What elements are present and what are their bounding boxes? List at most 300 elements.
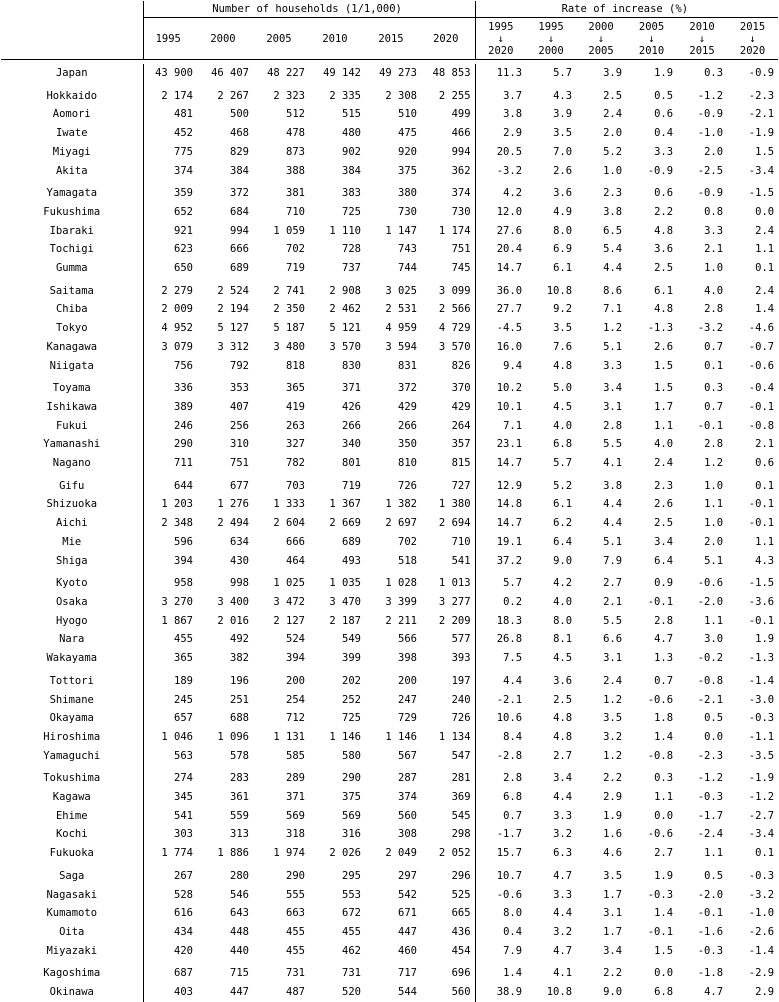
increase-rate-cell: 3.4 (654, 535, 674, 548)
household-count-cell: 2 694 (421, 514, 475, 533)
increase-rate-cell: -3.5 (748, 749, 775, 762)
household-count-cell: 295 (342, 869, 361, 882)
household-count-cell: 560 (421, 983, 475, 1002)
increase-rate-cell: 1.1 (704, 614, 724, 627)
household-count-cell: 371 (286, 791, 305, 804)
increase-rate-cell: 0.0 (704, 730, 724, 743)
increase-rate-cell: 5.2 (603, 145, 623, 158)
household-count-cell: 559 (230, 809, 249, 822)
household-count-cell: 440 (230, 944, 249, 957)
increase-rate-cell: 1.5 (654, 359, 674, 372)
household-count-cell: 2 323 (273, 89, 305, 102)
increase-rate-cell: 18.3 (496, 614, 523, 627)
household-count-cell: 1 974 (273, 847, 305, 860)
household-count-cell: 634 (230, 535, 249, 548)
increase-rate-cell: 2.5 (603, 89, 623, 102)
increase-rate-cell: 2.0 (603, 127, 623, 140)
increase-rate-cell: -0.6 (647, 828, 674, 841)
increase-rate-cell: 10.6 (496, 712, 523, 725)
prefecture-name: Okinawa (1, 983, 143, 1002)
increase-rate-cell: 1.1 (654, 791, 674, 804)
household-count-cell: 1 028 (385, 577, 417, 590)
household-count-cell: 3 570 (329, 340, 361, 353)
increase-rate-cell: 4.7 (553, 869, 573, 882)
household-count-cell: 196 (230, 674, 249, 687)
increase-rate-cell: 4.1 (603, 457, 623, 470)
prefecture-name: Toyama (1, 375, 143, 398)
prefecture-name: Gumma (1, 259, 143, 278)
household-count-cell: 994 (230, 224, 249, 237)
household-count-cell: 374 (421, 180, 475, 203)
table-row (1, 203, 778, 222)
year-header: 2000 (197, 18, 253, 60)
increase-rate-cell: 3.0 (704, 633, 724, 646)
household-count-cell: 318 (286, 828, 305, 841)
household-count-cell: 310 (230, 438, 249, 451)
household-count-cell: 652 (174, 205, 193, 218)
household-count-cell: 374 (398, 791, 417, 804)
table-row (1, 240, 778, 259)
household-count-cell: 1 096 (217, 730, 249, 743)
household-count-cell: 831 (398, 359, 417, 372)
increase-rate-cell: 4.6 (603, 847, 623, 860)
increase-rate-cell: 2.3 (654, 479, 674, 492)
increase-rate-cell: 1.9 (654, 67, 674, 79)
table-row (1, 417, 778, 436)
increase-rate-cell: 3.8 (603, 479, 623, 492)
increase-rate-cell: -1.2 (697, 89, 724, 102)
increase-rate-cell: 3.2 (553, 925, 573, 938)
increase-rate-cell: 4.8 (553, 730, 573, 743)
household-count-cell: 1 382 (385, 498, 417, 511)
household-count-cell: 623 (174, 243, 193, 256)
increase-rate-cell: -0.1 (748, 614, 775, 627)
household-count-cell: 727 (421, 473, 475, 496)
increase-rate-cell: 3.3 (654, 145, 674, 158)
increase-rate-cell: 3.2 (603, 730, 623, 743)
household-count-cell: 1 046 (161, 730, 193, 743)
household-count-cell: 289 (286, 772, 305, 785)
increase-rate-cell: 1.2 (603, 693, 623, 706)
increase-rate-cell: -1.3 (748, 652, 775, 665)
household-count-cell: 566 (398, 633, 417, 646)
household-count-cell: 677 (230, 479, 249, 492)
increase-rate-cell: 8.4 (503, 730, 523, 743)
household-count-cell: 388 (286, 164, 305, 177)
increase-rate-cell: 2.7 (553, 749, 573, 762)
household-count-cell: 336 (174, 382, 193, 395)
household-count-cell: 726 (421, 709, 475, 728)
household-count-cell: 512 (286, 108, 305, 121)
household-count-cell: 256 (230, 419, 249, 432)
increase-rate-cell: 1.1 (755, 243, 775, 256)
increase-rate-cell: -1.7 (697, 809, 724, 822)
increase-rate-cell: 37.2 (496, 554, 523, 567)
increase-rate-cell: -0.6 (748, 359, 775, 372)
prefecture-name: Kumamoto (1, 904, 143, 923)
increase-rate-cell: 10.8 (546, 284, 573, 297)
household-count-cell: 2 174 (161, 89, 193, 102)
increase-rate-cell: 2.4 (603, 674, 623, 687)
household-count-cell: 3 312 (217, 340, 249, 353)
increase-rate-cell: 2.1 (755, 438, 775, 451)
table-row (1, 942, 778, 961)
household-count-cell: 1 035 (329, 577, 361, 590)
household-count-cell: 468 (230, 127, 249, 140)
increase-rate-cell: 0.9 (654, 577, 674, 590)
rate-period-to: 2015 (689, 44, 715, 57)
increase-rate-cell: 2.4 (603, 108, 623, 121)
household-count-cell: 688 (230, 712, 249, 725)
household-count-cell: 398 (398, 652, 417, 665)
household-count-cell: 2 209 (421, 612, 475, 631)
household-count-cell: 1 203 (161, 498, 193, 511)
increase-rate-cell: 3.6 (553, 187, 573, 200)
household-count-cell: 43 900 (155, 67, 193, 79)
increase-rate-cell: 4.5 (553, 652, 573, 665)
household-count-cell: 399 (342, 652, 361, 665)
increase-rate-cell: -2.0 (697, 595, 724, 608)
table-row (1, 495, 778, 514)
household-count-cell: 616 (174, 907, 193, 920)
household-count-cell: 665 (421, 904, 475, 923)
household-count-cell: 528 (174, 888, 193, 901)
prefecture-name: Kagawa (1, 788, 143, 807)
increase-rate-cell: 0.1 (755, 847, 775, 860)
increase-rate-cell: 4.7 (704, 986, 724, 999)
increase-rate-cell: 4.0 (553, 419, 573, 432)
household-count-cell: 657 (174, 712, 193, 725)
increase-rate-cell: 1.1 (704, 498, 724, 511)
increase-rate-cell: 19.1 (496, 535, 523, 548)
household-count-cell: 452 (174, 127, 193, 140)
increase-rate-cell: 3.5 (603, 869, 623, 882)
table-row (1, 691, 778, 710)
household-count-cell: 782 (286, 457, 305, 470)
household-count-cell: 487 (286, 986, 305, 999)
household-count-cell: 480 (342, 127, 361, 140)
household-count-cell: 801 (342, 457, 361, 470)
households-group-title: Number of households (1/1,000) (143, 1, 475, 18)
household-count-cell: 296 (421, 863, 475, 886)
prefecture-name: Japan (1, 64, 143, 83)
household-count-cell: 715 (230, 967, 249, 980)
arrow-down-icon: ↓ (749, 32, 756, 45)
household-count-cell: 297 (398, 869, 417, 882)
household-count-cell: 447 (230, 986, 249, 999)
increase-rate-cell: -0.3 (748, 712, 775, 725)
household-count-cell: 544 (398, 986, 417, 999)
household-count-cell: 2 566 (421, 300, 475, 319)
rate-period-header (677, 18, 727, 60)
household-count-cell: 696 (421, 960, 475, 983)
household-count-cell: 247 (398, 693, 417, 706)
increase-rate-cell: 2.8 (503, 772, 523, 785)
increase-rate-cell: 4.4 (603, 262, 623, 275)
increase-rate-cell: 1.8 (654, 712, 674, 725)
household-count-cell: 958 (174, 577, 193, 590)
increase-rate-cell: 4.1 (553, 967, 573, 980)
household-count-cell: 492 (230, 633, 249, 646)
increase-rate-cell: 27.6 (496, 224, 523, 237)
household-count-cell: 372 (398, 382, 417, 395)
increase-rate-cell: 14.7 (496, 517, 523, 530)
household-count-cell: 251 (230, 693, 249, 706)
household-count-cell: 429 (421, 398, 475, 417)
prefecture-name: Kyoto (1, 570, 143, 593)
prefecture-name: Akita (1, 162, 143, 181)
increase-rate-cell: 1.5 (654, 382, 674, 395)
increase-rate-cell: 2.5 (654, 262, 674, 275)
increase-rate-cell: 0.4 (654, 127, 674, 140)
household-count-cell: 287 (398, 772, 417, 785)
prefecture-name: Kochi (1, 825, 143, 844)
increase-rate-cell: 6.8 (553, 438, 573, 451)
increase-rate-cell: -0.9 (647, 164, 674, 177)
household-count-cell: 197 (421, 668, 475, 691)
increase-rate-cell: -3.4 (748, 164, 775, 177)
household-count-cell: 240 (421, 691, 475, 710)
prefecture-name: Oita (1, 923, 143, 942)
household-count-cell: 719 (342, 479, 361, 492)
household-count-cell: 725 (342, 205, 361, 218)
table-row (1, 886, 778, 905)
increase-rate-cell: 4.4 (553, 907, 573, 920)
household-count-cell: 737 (342, 262, 361, 275)
increase-rate-cell: 12.0 (496, 205, 523, 218)
table-row (1, 319, 778, 338)
household-count-cell: 381 (286, 187, 305, 200)
prefecture-name: Ishikawa (1, 398, 143, 417)
household-count-cell: 541 (421, 552, 475, 571)
rate-period-header (526, 18, 576, 60)
household-count-cell: 200 (398, 674, 417, 687)
household-count-cell: 547 (421, 747, 475, 766)
household-count-cell: 710 (421, 533, 475, 552)
household-count-cell: 393 (421, 649, 475, 668)
increase-rate-cell: 4.5 (553, 400, 573, 413)
increase-rate-cell: 1.7 (654, 400, 674, 413)
increase-rate-cell: -3.2 (748, 888, 775, 901)
increase-rate-cell: 0.3 (704, 382, 724, 395)
increase-rate-cell: 1.7 (603, 925, 623, 938)
household-count-cell: 2 187 (329, 614, 361, 627)
table-row (1, 983, 778, 1002)
rate-period-to: 2010 (638, 44, 665, 57)
increase-rate-cell: 2.4 (755, 224, 775, 237)
increase-rate-cell: 8.0 (503, 907, 523, 920)
increase-rate-cell: -0.3 (697, 791, 724, 804)
household-count-cell: 274 (174, 772, 193, 785)
increase-rate-cell: -0.6 (647, 693, 674, 706)
prefecture-name: Tokyo (1, 319, 143, 338)
household-count-cell: 2 016 (217, 614, 249, 627)
increase-rate-cell: 3.5 (603, 712, 623, 725)
table-row (1, 904, 778, 923)
increase-rate-cell: 1.2 (603, 749, 623, 762)
increase-rate-cell: -2.9 (748, 967, 775, 980)
increase-rate-cell: 8.0 (553, 224, 573, 237)
increase-rate-cell: 0.3 (704, 67, 724, 79)
prefecture-name: Mie (1, 533, 143, 552)
increase-rate-cell: 2.9 (603, 791, 623, 804)
household-count-cell: 375 (342, 791, 361, 804)
household-count-cell: 585 (286, 749, 305, 762)
table-row (1, 514, 778, 533)
increase-rate-cell: 0.7 (654, 674, 674, 687)
table-row (1, 728, 778, 747)
household-count-cell: 702 (398, 535, 417, 548)
prefecture-name: Iwate (1, 124, 143, 143)
increase-rate-cell: -4.5 (496, 322, 523, 335)
household-count-cell: 2 127 (273, 614, 305, 627)
household-count-cell: 384 (230, 164, 249, 177)
rate-group-title: Rate of increase (%) (475, 1, 778, 18)
increase-rate-cell: 4.8 (553, 359, 573, 372)
increase-rate-cell: 3.4 (553, 772, 573, 785)
prefecture-name: Fukuoka (1, 844, 143, 863)
prefecture-name: Hyogo (1, 612, 143, 631)
increase-rate-cell: 2.0 (704, 145, 724, 158)
household-count-cell: 4 952 (161, 322, 193, 335)
household-count-cell: 644 (174, 479, 193, 492)
increase-rate-cell: 8.6 (603, 284, 623, 297)
household-count-cell: 2 267 (217, 89, 249, 102)
increase-rate-cell: 6.2 (553, 517, 573, 530)
increase-rate-cell: 4.4 (553, 791, 573, 804)
increase-rate-cell: -1.8 (697, 967, 724, 980)
increase-rate-cell: 14.8 (496, 498, 523, 511)
increase-rate-cell: 3.6 (654, 243, 674, 256)
household-count-cell: 380 (398, 187, 417, 200)
household-count-cell: 2 531 (385, 303, 417, 316)
increase-rate-cell: 2.2 (654, 205, 674, 218)
table-header (1, 1, 778, 60)
increase-rate-cell: 1.6 (603, 828, 623, 841)
household-count-cell: 546 (230, 888, 249, 901)
increase-rate-cell: 3.3 (603, 359, 623, 372)
household-count-cell: 3 025 (385, 284, 417, 297)
household-count-cell: 555 (286, 888, 305, 901)
increase-rate-cell: 15.7 (496, 847, 523, 860)
increase-rate-cell: 2.1 (603, 595, 623, 608)
household-count-cell: 189 (174, 674, 193, 687)
increase-rate-cell: -0.1 (748, 400, 775, 413)
increase-rate-cell: 3.4 (603, 382, 623, 395)
increase-rate-cell: -0.1 (647, 925, 674, 938)
increase-rate-cell: -0.1 (647, 595, 674, 608)
household-count-cell: 729 (398, 712, 417, 725)
table-row (1, 552, 778, 571)
increase-rate-cell: -0.8 (748, 419, 775, 432)
arrow-down-icon: ↓ (648, 32, 655, 45)
table-row (1, 807, 778, 826)
increase-rate-cell: 0.3 (654, 772, 674, 785)
increase-rate-cell: 2.6 (654, 340, 674, 353)
household-count-cell: 719 (286, 262, 305, 275)
household-count-cell: 345 (174, 791, 193, 804)
household-count-cell: 361 (230, 791, 249, 804)
household-count-cell: 283 (230, 772, 249, 785)
household-count-cell: 382 (230, 652, 249, 665)
increase-rate-cell: -1.7 (496, 828, 523, 841)
household-count-cell: 383 (342, 187, 361, 200)
prefecture-name: Yamanashi (1, 435, 143, 454)
increase-rate-cell: 5.2 (553, 479, 573, 492)
rate-period-header (626, 18, 677, 60)
increase-rate-cell: 7.5 (503, 652, 523, 665)
increase-rate-cell: 2.3 (603, 187, 623, 200)
year-header: 1995 (143, 18, 197, 60)
increase-rate-cell: 4.2 (503, 187, 523, 200)
household-count-cell: 281 (421, 765, 475, 788)
household-count-cell: 313 (230, 828, 249, 841)
household-count-cell: 3 079 (161, 340, 193, 353)
increase-rate-cell: 9.4 (503, 359, 523, 372)
increase-rate-cell: 3.7 (503, 89, 523, 102)
year-header: 2020 (421, 18, 475, 60)
increase-rate-cell: 36.0 (496, 284, 523, 297)
household-count-cell: 389 (174, 400, 193, 413)
increase-rate-cell: 20.5 (496, 145, 523, 158)
increase-rate-cell: -1.3 (647, 322, 674, 335)
increase-rate-cell: 4.8 (654, 303, 674, 316)
household-count-cell: 46 407 (211, 67, 249, 79)
household-count-cell: 500 (230, 108, 249, 121)
increase-rate-cell: 9.0 (603, 986, 623, 999)
increase-rate-cell: -2.1 (748, 108, 775, 121)
household-count-cell: 2 604 (273, 517, 305, 530)
household-count-cell: 290 (286, 869, 305, 882)
table-row (1, 844, 778, 863)
household-count-cell: 419 (286, 400, 305, 413)
household-count-cell: 350 (398, 438, 417, 451)
household-count-cell: 1 380 (421, 495, 475, 514)
increase-rate-cell: 3.9 (553, 108, 573, 121)
household-count-cell: 1 146 (385, 730, 417, 743)
household-count-cell: 403 (174, 986, 193, 999)
household-count-cell: 2 350 (273, 303, 305, 316)
table-row (1, 825, 778, 844)
household-count-cell: 436 (421, 923, 475, 942)
household-count-cell: 374 (174, 164, 193, 177)
increase-rate-cell: 1.0 (704, 262, 724, 275)
increase-rate-cell: -3.2 (496, 164, 523, 177)
rate-period-from: 2010 (689, 20, 715, 33)
increase-rate-cell: 0.2 (503, 595, 523, 608)
increase-rate-cell: 6.4 (553, 535, 573, 548)
household-count-cell: 728 (342, 243, 361, 256)
increase-rate-cell: 6.1 (553, 498, 573, 511)
household-count-cell: 202 (342, 674, 361, 687)
household-count-cell: 818 (286, 359, 305, 372)
increase-rate-cell: 3.4 (603, 944, 623, 957)
household-count-cell: 266 (342, 419, 361, 432)
household-count-cell: 455 (174, 633, 193, 646)
household-count-cell: 525 (421, 886, 475, 905)
increase-rate-cell: -1.9 (748, 127, 775, 140)
household-count-cell: 560 (398, 809, 417, 822)
increase-rate-cell: 2.5 (553, 693, 573, 706)
prefecture-name: Hiroshima (1, 728, 143, 747)
rate-period-header (727, 18, 778, 60)
increase-rate-cell: 0.1 (704, 359, 724, 372)
table-row (1, 124, 778, 143)
increase-rate-cell: 4.9 (553, 205, 573, 218)
household-count-cell: 308 (398, 828, 417, 841)
table-row (1, 668, 778, 691)
household-count-cell: 3 099 (421, 278, 475, 301)
